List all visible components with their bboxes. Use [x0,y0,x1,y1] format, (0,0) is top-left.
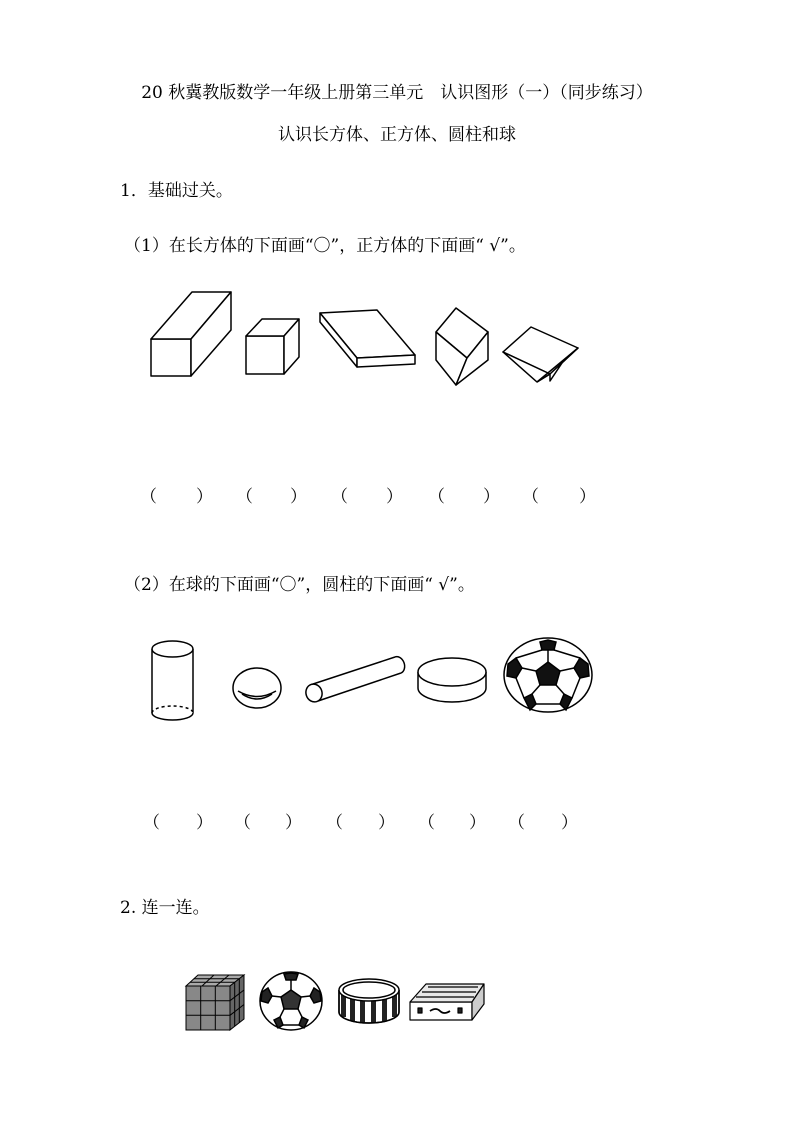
answer-slot-open[interactable]: （ [522,487,539,507]
rotated-cube-icon [500,324,582,384]
suitcase-icon [408,980,488,1024]
tilted-cube-icon [433,306,491,388]
question-2-answer-row [0,808,794,832]
rubiks-cube-icon [184,972,248,1032]
glass-ball-icon [230,664,286,712]
section-2-heading: 2. 连一连。 [120,898,210,918]
question-1-prompt: （1）在长方体的下面画“〇”，正方体的下面画“ √”。 [124,236,526,256]
question-2-prompt: （2）在球的下面画“〇”，圆柱的下面画“ √”。 [124,575,475,595]
question-1-answer-row [0,482,794,506]
rod-cylinder-icon [300,654,408,706]
answer-slot-close[interactable]: ） [469,813,486,833]
section-1-heading: 1．基础过关。 [120,181,233,201]
answer-slot-open[interactable]: （ [236,487,253,507]
answer-slot-close[interactable]: ） [196,487,213,507]
small-cube-icon [244,316,302,376]
answer-slot-open[interactable]: （ [418,813,435,833]
disc-cylinder-icon [414,654,490,706]
answer-slot-open[interactable]: （ [331,487,348,507]
flat-cuboid-icon [317,308,419,370]
answer-slot-open[interactable]: （ [326,813,343,833]
answer-slot-close[interactable]: ） [561,813,578,833]
page-subtitle: 认识长方体、正方体、圆柱和球 [278,125,516,145]
drum-icon [336,976,402,1028]
answer-slot-close[interactable]: ） [196,813,213,833]
answer-slot-close[interactable]: ） [290,487,307,507]
answer-slot-open[interactable]: （ [234,813,251,833]
page-title: 20 秋冀教版数学一年级上册第三单元 认识图形（一）（同步练习） [141,83,653,103]
answer-slot-close[interactable]: ） [378,813,395,833]
long-cuboid-icon [148,288,236,380]
answer-slot-open[interactable]: （ [143,813,160,833]
cylinder-icon [148,637,198,727]
answer-slot-close[interactable]: ） [483,487,500,507]
answer-slot-open[interactable]: （ [428,487,445,507]
answer-slot-open[interactable]: （ [508,813,525,833]
soccer-ball-icon [502,636,594,714]
soccer-ball-icon [258,970,324,1032]
answer-slot-open[interactable]: （ [140,487,157,507]
answer-slot-close[interactable]: ） [579,487,596,507]
answer-slot-close[interactable]: ） [386,487,403,507]
answer-slot-close[interactable]: ） [285,813,302,833]
